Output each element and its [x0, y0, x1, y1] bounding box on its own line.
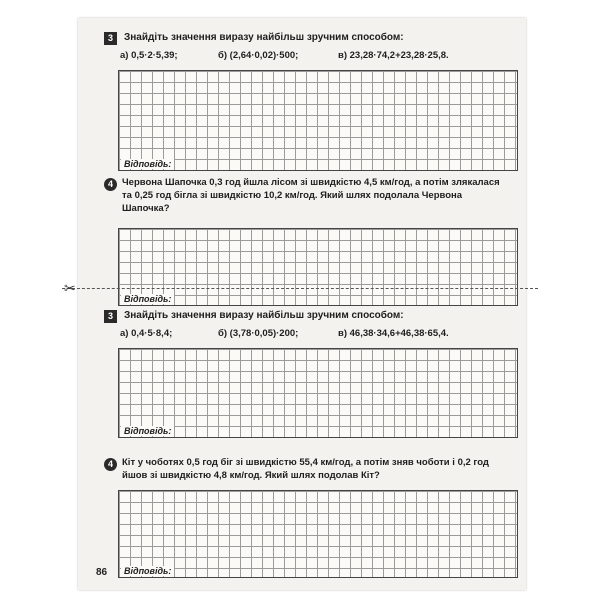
answer-label: Відповідь:: [121, 566, 174, 576]
scissors-icon: ✂: [64, 280, 76, 296]
task-number-badge: 4: [104, 458, 117, 471]
cut-line: [62, 288, 538, 289]
answer-label: Відповідь:: [121, 426, 174, 436]
expression-a: а) 0,4·5·8,4;: [120, 328, 173, 339]
task-title: Знайдіть значення виразу найбільш зручним способом:: [124, 310, 404, 321]
answer-grid[interactable]: [118, 348, 518, 438]
page-number: 86: [96, 567, 108, 578]
answer-grid[interactable]: [118, 490, 518, 578]
task-problem-text: Червона Шапочка 0,3 год йшла лісом зі швидкістю 4,5 км/год, а потім злякалася та 0,25 год бігла зі швидкістю 10,2 км/год. Який шлях подолала Червона Шапочка?: [122, 177, 500, 214]
expression-c: в) 46,38·34,6+46,38·65,4.: [338, 328, 449, 339]
workbook-page: [78, 18, 526, 590]
answer-grid[interactable]: [118, 228, 518, 306]
task-title: Знайдіть значення виразу найбільш зручним способом:: [124, 32, 404, 43]
task-number-badge: 3: [104, 310, 117, 323]
expression-b: б) (2,64·0,02)·500;: [218, 50, 299, 61]
answer-label: Відповідь:: [121, 294, 174, 304]
task-number-badge: 3: [104, 32, 117, 45]
answer-label: Відповідь:: [121, 159, 174, 169]
task-number-badge: 4: [104, 178, 117, 191]
expression-a: а) 0,5·2·5,39;: [120, 50, 178, 61]
answer-grid[interactable]: [118, 70, 518, 171]
task-problem-text: Кіт у чоботях 0,5 год біг зі швидкістю 55,4 км/год, а потім зняв чоботи і 0,2 год йшов зі швидкістю 4,8 км/год. Який шлях подолав Кіт?: [122, 457, 489, 481]
expression-b: б) (3,78·0,05)·200;: [218, 328, 299, 339]
expression-c: в) 23,28·74,2+23,28·25,8.: [338, 50, 449, 61]
